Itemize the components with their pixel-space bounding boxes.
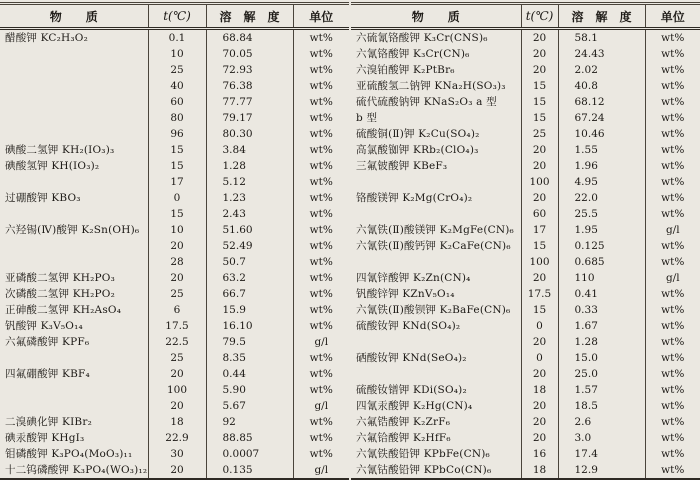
unit-cell: wt% [645,382,700,398]
substance-cell: 六氟锆酸钾 K₂ZrF₆ [356,416,451,428]
solubility-cell: 12.9 [558,462,645,479]
solubility-cell: 110 [558,270,645,286]
table-row [0,254,349,270]
solubility-cell: 88.85 [206,430,293,446]
substance-cell [0,110,148,126]
table-row [0,46,349,62]
substance-cell [0,206,148,222]
unit-cell: wt% [293,46,349,62]
table-row [351,206,700,222]
solubility-cell: 5.90 [206,382,293,398]
solubility-cell: 1.95 [558,222,645,238]
table-row [0,174,349,190]
solubility-cell: 15.0 [558,350,645,366]
temp-cell: 0 [521,318,558,334]
temp-cell: 96 [148,126,206,142]
table-row [0,190,349,206]
table-row [351,254,700,270]
data-table [351,4,700,480]
substance-cell: 四氰汞酸钾 K₂Hg(CN)₄ [356,400,473,412]
solubility-cell: 92 [206,414,293,430]
solubility-cell: 10.46 [558,126,645,142]
unit-cell: wt% [645,254,700,270]
solubility-cell: 18.5 [558,398,645,414]
table-row [0,366,349,382]
temp-cell: 60 [148,94,206,110]
solubility-cell: 1.67 [558,318,645,334]
unit-cell: wt% [293,190,349,206]
unit-cell: wt% [645,142,700,158]
header-row [351,5,700,29]
table-row [351,142,700,158]
table-row [351,302,700,318]
unit-cell: wt% [293,286,349,302]
solubility-cell: 0.33 [558,302,645,318]
temp-cell: 100 [521,174,558,190]
substance-cell: 钼磷酸钾 K₃PO₄(MoO₃)₁₁ [5,448,133,460]
temp-cell: 15 [521,94,558,110]
unit-cell: wt% [645,206,700,222]
temp-cell: 18 [148,414,206,430]
solubility-table-right [351,2,700,480]
substance-cell: 二溴碘化钾 KIBr₂ [5,416,92,428]
solubility-cell: 40.8 [558,78,645,94]
substance-cell [0,174,148,190]
table-row [0,350,349,366]
solubility-cell: 0.685 [558,254,645,270]
solubility-cell: 25.5 [558,206,645,222]
temp-cell: 25 [521,126,558,142]
substance-cell: b 型 [356,112,378,124]
table-row [351,462,700,479]
temp-cell: 25 [148,62,206,78]
solubility-cell: 1.23 [206,190,293,206]
substance-cell: 碘汞酸钾 KHgI₃ [5,432,85,444]
substance-cell: 六氰铁(Ⅱ)酸钙钾 K₂CaFe(CN)₆ [356,240,511,252]
solubility-cell: 1.55 [558,142,645,158]
substance-cell: 碘酸氢钾 KH(IO₃)₂ [5,160,100,172]
substance-cell: 硒酸钕钾 KNd(SeO₄)₂ [356,352,467,364]
temp-cell: 20 [148,398,206,414]
table-row [351,382,700,398]
unit-cell: wt% [645,238,700,254]
substance-cell [0,398,148,414]
solubility-cell: 0.135 [206,462,293,479]
substance-cell [0,62,148,78]
table-row [0,430,349,446]
solubility-cell: 79.17 [206,110,293,126]
unit-cell: wt% [293,254,349,270]
table-row [0,382,349,398]
unit-cell: wt% [293,94,349,110]
temp-cell: 15 [148,158,206,174]
solubility-cell: 66.7 [206,286,293,302]
temp-cell: 17 [148,174,206,190]
temp-cell: 40 [148,78,206,94]
unit-cell: wt% [293,174,349,190]
temp-cell: 0.1 [148,29,206,47]
solubility-cell: 24.43 [558,46,645,62]
col-header-temperature: t(℃) [148,5,206,29]
temp-cell: 28 [148,254,206,270]
temp-cell: 17.5 [521,286,558,302]
table-row [351,174,700,190]
unit-cell: wt% [645,158,700,174]
table-row [351,430,700,446]
table-row [0,446,349,462]
temp-cell: 22.5 [148,334,206,350]
substance-cell: 正砷酸二氢钾 KH₂AsO₄ [5,304,122,316]
unit-cell: wt% [293,29,349,47]
substance-cell: 钒酸锌钾 KZnV₅O₁₄ [356,288,455,300]
temp-cell: 100 [148,382,206,398]
temp-cell: 15 [521,110,558,126]
substance-cell [0,382,148,398]
solubility-cell: 0.0007 [206,446,293,462]
substance-cell: 六氰铁酸铅钾 KPbFe(CN)₆ [356,448,490,460]
unit-cell: wt% [645,126,700,142]
unit-cell: wt% [645,286,700,302]
table-row [351,414,700,430]
substance-cell [351,174,521,190]
table-row [351,158,700,174]
solubility-cell: 63.2 [206,270,293,286]
unit-cell: wt% [645,350,700,366]
temp-cell: 17 [521,222,558,238]
unit-cell: wt% [293,158,349,174]
table-row [0,414,349,430]
temp-cell: 22.9 [148,430,206,446]
substance-cell: 六氰铬酸钾 K₃Cr(CN)₆ [356,48,470,60]
substance-cell: 六氰铁(Ⅱ)酸镁钾 K₂MgFe(CN)₆ [356,224,514,236]
substance-cell: 过硼酸钾 KBO₃ [5,192,81,204]
table-row [351,126,700,142]
substance-cell: 硫酸钕镨钾 KDi(SO₄)₂ [356,384,467,396]
solubility-cell: 70.05 [206,46,293,62]
temp-cell: 20 [521,142,558,158]
table-row [351,286,700,302]
temp-cell: 6 [148,302,206,318]
solubility-cell: 8.35 [206,350,293,366]
table-row [351,110,700,126]
table-row [0,110,349,126]
temp-cell: 20 [521,270,558,286]
table-row [0,398,349,414]
solubility-cell: 72.93 [206,62,293,78]
solubility-cell: 3.0 [558,430,645,446]
solubility-cell: 3.84 [206,142,293,158]
temp-cell: 0 [148,190,206,206]
col-header-unit: 单位 [293,5,349,29]
temp-cell: 20 [521,62,558,78]
solubility-cell: 1.96 [558,158,645,174]
table-row [0,62,349,78]
unit-cell: wt% [293,350,349,366]
substance-cell: 高氯酸铷钾 KRb₂(ClO₄)₃ [356,144,479,156]
solubility-cell: 15.9 [206,302,293,318]
solubility-cell: 1.28 [206,158,293,174]
substance-cell: 铬酸镁钾 K₂Mg(CrO₄)₂ [356,192,473,204]
temp-cell: 18 [521,462,558,479]
table-row [351,94,700,110]
solubility-cell: 22.0 [558,190,645,206]
temp-cell: 25 [148,350,206,366]
solubility-cell: 58.1 [558,29,645,47]
solubility-cell: 25.0 [558,366,645,382]
unit-cell: wt% [293,382,349,398]
solubility-cell: 0.44 [206,366,293,382]
substance-cell [351,206,521,222]
unit-cell: wt% [645,414,700,430]
unit-cell: wt% [645,334,700,350]
table-row [0,158,349,174]
temp-cell: 17.5 [148,318,206,334]
unit-cell: wt% [293,62,349,78]
unit-cell: wt% [293,414,349,430]
col-header-unit: 单位 [645,5,700,29]
substance-cell: 六溴铂酸钾 K₂PtBr₆ [356,64,455,76]
unit-cell: wt% [645,174,700,190]
unit-cell: wt% [645,430,700,446]
unit-cell: wt% [645,398,700,414]
substance-cell: 钒酸钾 K₃V₅O₁₄ [5,320,83,332]
table-row [351,350,700,366]
unit-cell: wt% [645,29,700,47]
solubility-cell: 50.7 [206,254,293,270]
unit-cell: wt% [293,126,349,142]
unit-cell: g/l [645,270,700,286]
table-row [0,126,349,142]
unit-cell: wt% [293,446,349,462]
unit-cell: wt% [645,462,700,479]
temp-cell: 20 [521,190,558,206]
temp-cell: 20 [148,366,206,382]
unit-cell: g/l [293,462,349,479]
unit-cell: wt% [293,430,349,446]
unit-cell: wt% [293,142,349,158]
solubility-cell: 68.84 [206,29,293,47]
temp-cell: 0 [521,350,558,366]
temp-cell: 15 [521,238,558,254]
table-row [0,238,349,254]
solubility-cell: 68.12 [558,94,645,110]
unit-cell: wt% [293,270,349,286]
table-row [0,270,349,286]
table-row [351,29,700,47]
solubility-cell: 2.6 [558,414,645,430]
substance-cell: 三氟铍酸钾 KBeF₃ [356,160,448,172]
unit-cell: wt% [645,190,700,206]
table-row [351,446,700,462]
solubility-cell: 0.125 [558,238,645,254]
table-row [0,29,349,47]
temp-cell: 20 [148,462,206,479]
temp-cell: 20 [521,334,558,350]
table-row [351,366,700,382]
col-header-solubility: 溶 解 度 [206,5,293,29]
substance-cell [351,254,521,270]
temp-cell: 15 [148,142,206,158]
substance-cell [351,366,521,382]
table-row [351,334,700,350]
substance-cell: 四氟硼酸钾 KBF₄ [5,368,90,380]
col-header-substance: 物 质 [351,5,521,29]
unit-cell: wt% [293,366,349,382]
unit-cell: g/l [293,334,349,350]
temp-cell: 60 [521,206,558,222]
table-body [0,29,349,480]
temp-cell: 20 [521,398,558,414]
unit-cell: wt% [645,94,700,110]
temp-cell: 15 [148,206,206,222]
solubility-cell: 5.12 [206,174,293,190]
table-row [0,206,349,222]
solubility-cell: 2.02 [558,62,645,78]
substance-cell [0,238,148,254]
substance-cell: 醋酸钾 KC₂H₃O₂ [5,32,89,44]
temp-cell: 18 [521,382,558,398]
solubility-cell: 67.24 [558,110,645,126]
temp-cell: 20 [521,366,558,382]
temp-cell: 15 [521,302,558,318]
table-row [0,318,349,334]
solubility-cell: 4.95 [558,174,645,190]
col-header-substance: 物 质 [0,5,148,29]
temp-cell: 15 [521,78,558,94]
table-row [0,78,349,94]
table-row [351,78,700,94]
col-header-temperature: t(℃) [521,5,558,29]
solubility-cell: 1.57 [558,382,645,398]
temp-cell: 25 [148,286,206,302]
unit-cell: wt% [293,318,349,334]
substance-cell [0,46,148,62]
table-row [351,222,700,238]
temp-cell: 20 [148,238,206,254]
substance-cell: 六氰铁(Ⅱ)酸钡钾 K₂BaFe(CN)₆ [356,304,511,316]
solubility-cell: 2.43 [206,206,293,222]
substance-cell: 硫酸钕钾 KNd(SO₄)₂ [356,320,461,332]
substance-cell: 亚硫酸氢二钠钾 KNa₂H(SO₃)₃ [356,80,506,92]
table-row [0,286,349,302]
solubility-cell: 76.38 [206,78,293,94]
table-row [351,318,700,334]
col-header-solubility: 溶 解 度 [558,5,645,29]
substance-cell: 六氟磷酸钾 KPF₆ [5,336,90,348]
table-row [0,302,349,318]
unit-cell: wt% [293,206,349,222]
unit-cell: wt% [293,78,349,94]
table-row [0,94,349,110]
substance-cell [351,334,521,350]
temp-cell: 20 [521,29,558,47]
unit-cell: wt% [645,302,700,318]
table-body [351,29,700,480]
unit-cell: wt% [293,238,349,254]
unit-cell: g/l [645,222,700,238]
table-row [351,62,700,78]
temp-cell: 100 [521,254,558,270]
substance-cell [0,126,148,142]
temp-cell: 80 [148,110,206,126]
unit-cell: wt% [645,78,700,94]
temp-cell: 10 [148,46,206,62]
temp-cell: 20 [521,430,558,446]
temp-cell: 10 [148,222,206,238]
temp-cell: 30 [148,446,206,462]
substance-cell: 十二钨磷酸钾 K₃PO₄(WO₃)₁₂ [5,464,148,476]
solubility-cell: 52.49 [206,238,293,254]
temp-cell: 20 [521,158,558,174]
table-row [351,238,700,254]
unit-cell: wt% [645,46,700,62]
solubility-cell: 79.5 [206,334,293,350]
table-row [0,222,349,238]
header-row [0,5,349,29]
data-table [0,4,349,480]
unit-cell: wt% [645,446,700,462]
substance-cell [0,350,148,366]
substance-cell: 六氟铪酸钾 K₂HfF₆ [356,432,451,444]
unit-cell: wt% [645,318,700,334]
table-row [351,270,700,286]
substance-cell: 六硫氰铬酸钾 K₃Cr(CNS)₆ [356,32,488,44]
substance-cell: 碘酸二氢钾 KH₂(IO₃)₃ [5,144,115,156]
substance-cell [0,254,148,270]
temp-cell: 20 [521,414,558,430]
substance-cell [0,94,148,110]
table-row [351,46,700,62]
temp-cell: 16 [521,446,558,462]
unit-cell: wt% [293,302,349,318]
solubility-cell: 1.28 [558,334,645,350]
solubility-cell: 17.4 [558,446,645,462]
substance-cell: 硫酸铜(Ⅱ)钾 K₂Cu(SO₄)₂ [356,128,480,140]
substance-cell: 六羟锡(Ⅳ)酸钾 K₂Sn(OH)₆ [5,224,140,236]
unit-cell: wt% [293,222,349,238]
table-row [0,462,349,479]
solubility-cell: 80.30 [206,126,293,142]
solubility-cell: 5.67 [206,398,293,414]
unit-cell: wt% [645,366,700,382]
solubility-table-left [0,2,349,480]
substance-cell: 亚磷酸二氢钾 KH₂PO₃ [5,272,116,284]
solubility-cell: 51.60 [206,222,293,238]
unit-cell: wt% [645,62,700,78]
substance-cell: 四氰锌酸钾 K₂Zn(CN)₄ [356,272,471,284]
table-row [0,334,349,350]
table-row [351,398,700,414]
table-row [351,190,700,206]
unit-cell: g/l [293,398,349,414]
unit-cell: wt% [293,110,349,126]
solubility-cell: 16.10 [206,318,293,334]
unit-cell: wt% [645,110,700,126]
substance-cell: 硫代硫酸钠钾 KNaS₂O₃ a 型 [356,96,497,108]
substance-cell [0,78,148,94]
temp-cell: 20 [148,270,206,286]
substance-cell: 六氰钴酸铅钾 KPbCo(CN)₆ [356,464,492,476]
table-row [0,142,349,158]
substance-cell: 次磷酸二氢钾 KH₂PO₂ [5,288,116,300]
solubility-cell: 0.41 [558,286,645,302]
temp-cell: 20 [521,46,558,62]
solubility-cell: 77.77 [206,94,293,110]
